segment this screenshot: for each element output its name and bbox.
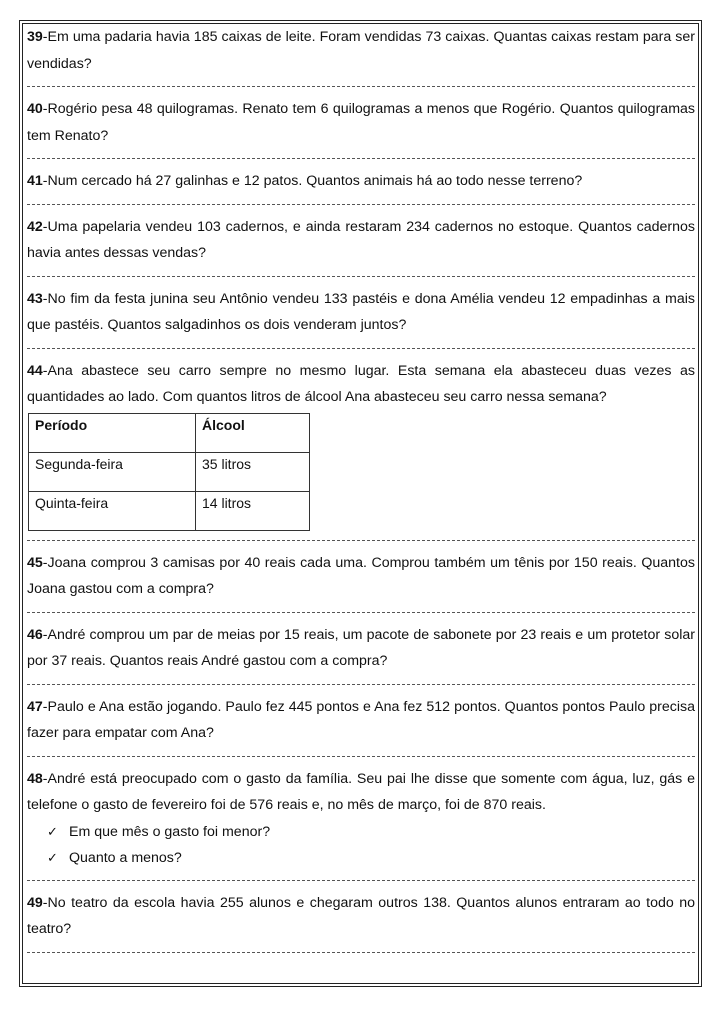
answer-divider — [27, 276, 695, 277]
answer-divider — [27, 86, 695, 87]
check-icon: ✓ — [47, 823, 58, 839]
sub-question-text: Em que mês o gasto foi menor? — [69, 823, 271, 840]
question-number: 45 — [27, 554, 43, 571]
question-number: 49 — [27, 894, 43, 911]
answer-divider — [27, 348, 695, 349]
table-header-period: Período — [29, 413, 196, 452]
answer-divider — [27, 952, 695, 953]
question-number: 43 — [27, 290, 43, 307]
answer-divider — [27, 158, 695, 159]
answer-divider — [27, 880, 695, 881]
answer-divider — [27, 540, 695, 541]
question-number: 42 — [27, 218, 43, 235]
question-text: -Ana abastece seu carro sempre no mesmo lugar. Esta semana ela abasteceu duas vezes as quantidades ao lado. Com quantos litros de álcool Ana abasteceu seu carro nessa semana? — [27, 362, 695, 405]
question-text: -Num cercado há 27 galinhas e 12 patos. Quantos animais há ao todo nesse terreno? — [42, 173, 583, 189]
question-47 — [27, 694, 695, 747]
fuel-table — [28, 413, 310, 531]
table-header-row — [29, 413, 310, 452]
question-40 — [27, 96, 695, 149]
question-49 — [27, 890, 695, 943]
question-46 — [27, 622, 695, 675]
question-number: 41 — [27, 173, 43, 189]
sub-question-list — [27, 819, 695, 871]
sub-question — [47, 819, 695, 845]
answer-divider — [27, 684, 695, 685]
question-text: -No fim da festa junina seu Antônio vendeu 133 pastéis e dona Amélia vendeu 12 empadinhas a mais que pastéis. Quantos salgadinhos os dois venderam juntos? — [27, 290, 695, 333]
answer-divider — [27, 204, 695, 205]
question-44 — [27, 358, 695, 411]
question-text: -No teatro da escola havia 255 alunos e chegaram outros 138. Quantos alunos entraram ao todo no teatro? — [27, 894, 695, 937]
question-number: 39 — [27, 29, 43, 45]
question-41 — [27, 168, 695, 195]
question-number: 47 — [27, 698, 43, 715]
question-42 — [27, 214, 695, 267]
question-45 — [27, 550, 695, 603]
table-cell-period: Segunda-feira — [29, 452, 196, 491]
table-cell-alcohol: 14 litros — [196, 491, 310, 530]
question-text: -Rogério pesa 48 quilogramas. Renato tem 6 quilogramas a menos que Rogério. Quantos quilogramas tem Renato? — [27, 101, 695, 144]
question-number: 46 — [27, 626, 43, 643]
table-cell-period: Quinta-feira — [29, 491, 196, 530]
answer-divider — [27, 612, 695, 613]
question-text: -Joana comprou 3 camisas por 40 reais cada uma. Comprou também um tênis por 150 reais. Quantos Joana gastou com a compra? — [27, 554, 695, 597]
table-cell-alcohol: 35 litros — [196, 452, 310, 491]
table-header-alcohol: Álcool — [196, 413, 310, 452]
question-text: -Uma papelaria vendeu 103 cadernos, e ainda restaram 234 cadernos no estoque. Quantos cadernos havia antes dessas vendas? — [27, 218, 695, 261]
question-number: 44 — [27, 362, 43, 379]
question-number: 40 — [27, 101, 43, 117]
question-text: -André está preocupado com o gasto da família. Seu pai lhe disse que somente com água, luz, gás e telefone o gasto de fevereiro foi de 576 reais e, no mês de março, foi de 870 reais. — [27, 770, 695, 813]
question-text: -Em uma padaria havia 185 caixas de leite. Foram vendidas 73 caixas. Quantas caixas restam para ser vendidas? — [27, 29, 695, 72]
question-48 — [27, 766, 695, 819]
question-39 — [27, 24, 695, 77]
table-row — [29, 452, 310, 491]
question-text: -André comprou um par de meias por 15 reais, um pacote de sabonete por 23 reais e um protetor solar por 37 reais. Quantos reais André gastou com a compra? — [27, 626, 695, 669]
check-icon: ✓ — [47, 849, 58, 865]
worksheet — [27, 24, 695, 962]
question-number: 48 — [27, 770, 43, 787]
table-row — [29, 491, 310, 530]
sub-question-text: Quanto a menos? — [69, 849, 182, 866]
question-43 — [27, 286, 695, 339]
answer-divider — [27, 756, 695, 757]
sub-question — [47, 845, 695, 871]
question-text: -Paulo e Ana estão jogando. Paulo fez 445 pontos e Ana fez 512 pontos. Quantos pontos Paulo precisa fazer para empatar com Ana? — [27, 698, 695, 741]
